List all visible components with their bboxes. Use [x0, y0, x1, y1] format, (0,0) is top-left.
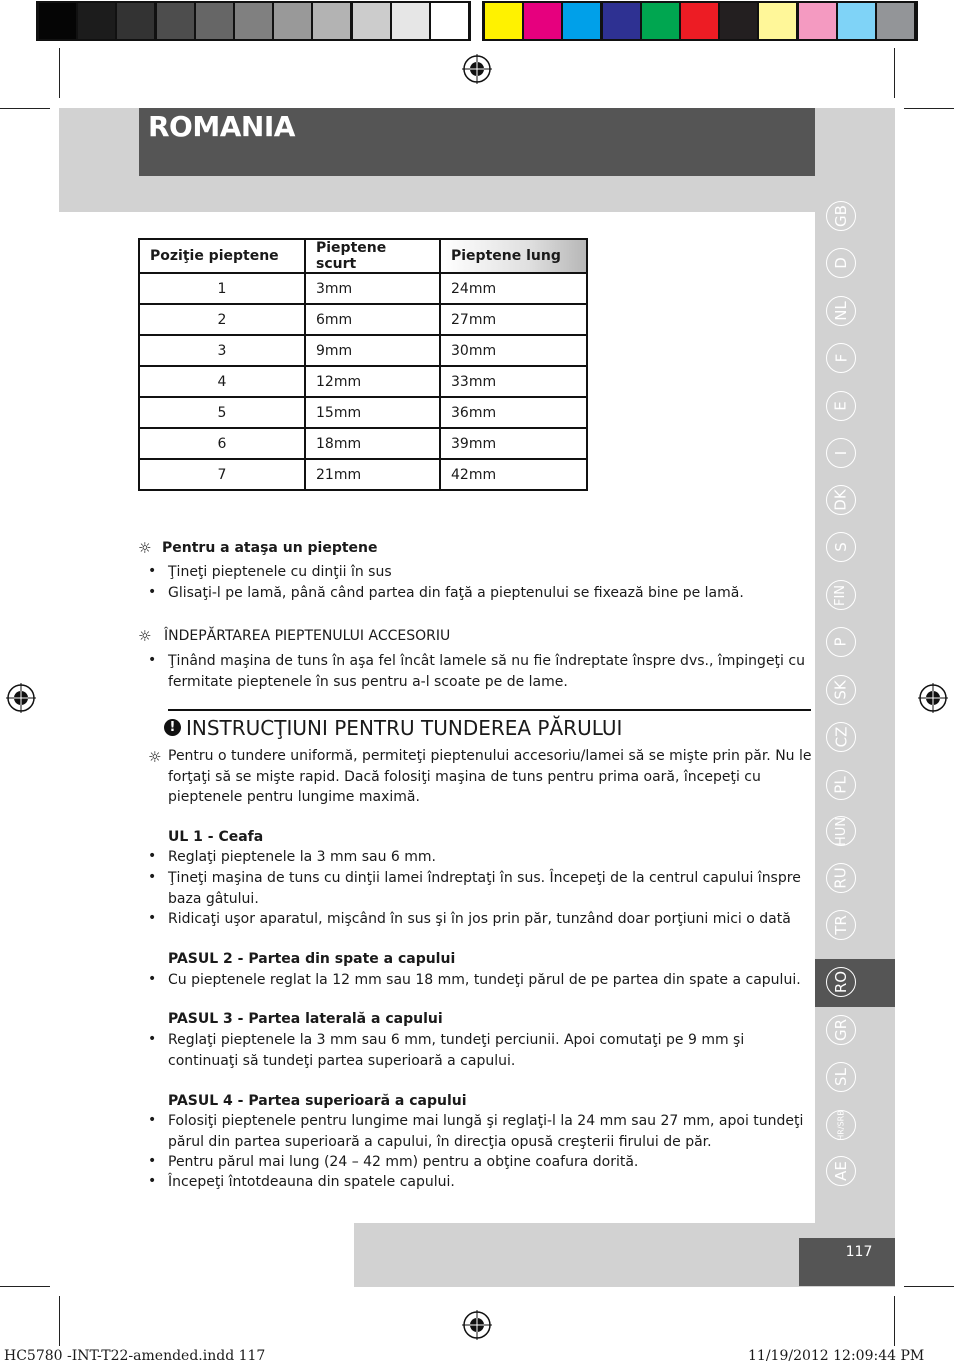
- table-cell: 1: [139, 273, 305, 304]
- tab-cz[interactable]: [826, 722, 856, 752]
- tab-label: S: [832, 542, 850, 552]
- tab-fin[interactable]: [826, 580, 856, 610]
- bullet-icon: •: [148, 1112, 157, 1128]
- tab-pl[interactable]: [826, 770, 856, 800]
- sun-icon: ☼: [148, 748, 162, 766]
- table-row: [139, 335, 587, 366]
- tab-label: NL: [831, 301, 850, 321]
- color-swatch: [877, 3, 914, 39]
- color-swatch: [642, 3, 679, 39]
- bullet-icon: •: [148, 652, 157, 668]
- list-item: Glisaţi-l pe lamă, până când partea din faţă a pieptenului se fixează bine pe lamă.: [168, 585, 744, 601]
- table-header-cell: Poziţie pieptene: [139, 239, 305, 273]
- tab-label: I: [832, 450, 850, 456]
- tab-sk[interactable]: [826, 675, 856, 705]
- tab-hr-srb[interactable]: [826, 1110, 856, 1140]
- registration-mark-icon: [6, 683, 36, 713]
- tab-ro[interactable]: [826, 967, 856, 997]
- table-cell: 12mm: [305, 366, 440, 397]
- tab-d[interactable]: [826, 248, 856, 278]
- table-cell: 6: [139, 428, 305, 459]
- crop-mark: [904, 1286, 954, 1287]
- tab-label: AE: [832, 1161, 850, 1181]
- color-swatch: [799, 3, 836, 39]
- tab-e[interactable]: [826, 391, 856, 421]
- table-cell: 36mm: [440, 397, 587, 428]
- tab-tr[interactable]: [826, 910, 856, 940]
- table-row: [139, 273, 587, 304]
- table-header-row: [139, 239, 587, 273]
- tab-dk[interactable]: [826, 485, 856, 515]
- crop-mark: [894, 1296, 895, 1346]
- bullet-icon: •: [148, 1031, 157, 1047]
- table-cell: 30mm: [440, 335, 587, 366]
- tab-nl[interactable]: [826, 296, 856, 326]
- table-row: [139, 304, 587, 335]
- table-row: [139, 366, 587, 397]
- list-item: Pentru părul mai lung (24 – 42 mm) pentru a obţine coafura dorită.: [168, 1154, 639, 1170]
- tab-s[interactable]: [826, 532, 856, 562]
- comb-length-table: [138, 238, 588, 491]
- color-swatch: [353, 3, 390, 39]
- tab-ru[interactable]: [826, 863, 856, 893]
- bullet-icon: •: [148, 1153, 157, 1169]
- table-cell: 9mm: [305, 335, 440, 366]
- table-cell: 6mm: [305, 304, 440, 335]
- tab-label: RO: [831, 970, 850, 994]
- tab-label: HR/SRB: [836, 1109, 846, 1141]
- color-swatch: [563, 3, 600, 39]
- intro-paragraph: Pentru o tundere uniformă, permiteţi pieptenului accesoriu/lamei să se mişte prin păr. Nu le forţaţi să se mişte rapid. Dacă folosiţi maşina de tuns pentru prima oară, începeţi cu pieptenele pentru lungime maximă.: [168, 748, 812, 805]
- sun-icon: ☼: [138, 627, 152, 645]
- list-item: Ridicaţi uşor aparatul, mişcând în sus şi în jos prin păr, tunzând doar porţiuni mici o dată: [168, 911, 791, 927]
- color-swatch: [681, 3, 718, 39]
- bullet-icon: •: [148, 584, 157, 600]
- color-swatch: [157, 3, 194, 39]
- tab-label: E: [831, 401, 850, 411]
- registration-mark-icon: [462, 54, 492, 84]
- list-item: Ţineţi maşina de tuns cu dinţii lamei îndreptaţi în sus. Începeţi de la centrul capului înspre baza gâtului.: [168, 870, 801, 907]
- registration-mark-icon: [462, 1310, 492, 1340]
- tab-ae[interactable]: [826, 1156, 856, 1186]
- tab-p[interactable]: [826, 627, 856, 657]
- crop-mark: [0, 1286, 50, 1287]
- section-title: INSTRUCŢIUNI PENTRU TUNDEREA PĂRULUI: [186, 716, 623, 740]
- table-row: [139, 459, 587, 490]
- crop-mark: [0, 108, 50, 109]
- color-swatch: [313, 3, 350, 39]
- step-title: PASUL 4 - Partea superioară a capului: [168, 1093, 467, 1109]
- bullet-icon: •: [148, 563, 157, 579]
- tab-f[interactable]: [826, 343, 856, 373]
- list-item: Începeţi întotdeauna din spatele capului.: [168, 1174, 455, 1190]
- tab-label: GB: [831, 205, 850, 227]
- list-item: Ţineţi pieptenele cu dinţii în sus: [168, 564, 392, 580]
- table-cell: 39mm: [440, 428, 587, 459]
- tab-label: CZ: [832, 726, 850, 748]
- step-title: PASUL 3 - Partea laterală a capului: [168, 1011, 443, 1027]
- tab-label: RU: [832, 867, 850, 889]
- page-title: ROMANIA: [148, 110, 295, 143]
- tab-gr[interactable]: [826, 1015, 856, 1045]
- color-swatch: [392, 3, 429, 39]
- warning-icon: !: [164, 719, 181, 736]
- bullet-icon: •: [148, 848, 157, 864]
- list-item: Ţinând maşina de tuns în aşa fel încât lamele să nu fie îndreptate înspre dvs., împingeţi cu fermitate pieptenele în sus pentru a-l scoate pe de lame.: [168, 653, 805, 690]
- table-cell: 3: [139, 335, 305, 366]
- tab-label: P: [831, 637, 850, 647]
- table-cell: 27mm: [440, 304, 587, 335]
- step-title: PASUL 2 - Partea din spate a capului: [168, 951, 456, 967]
- footer-file-info: HC5780 -INT-T22-amended.indd 117: [4, 1348, 266, 1364]
- sun-icon: ☼: [138, 539, 152, 557]
- crop-mark: [894, 48, 895, 98]
- bullet-icon: •: [148, 910, 157, 926]
- tab-label: GR: [831, 1018, 850, 1042]
- table-cell: 24mm: [440, 273, 587, 304]
- color-swatch: [39, 3, 76, 39]
- color-swatch: [524, 3, 561, 39]
- color-swatch: [603, 3, 640, 39]
- bullet-icon: •: [148, 869, 157, 885]
- table-cell: 4: [139, 366, 305, 397]
- attach-heading: Pentru a ataşa un pieptene: [162, 540, 378, 556]
- tab-sl[interactable]: [826, 1062, 856, 1092]
- crop-mark: [59, 48, 60, 98]
- table-cell: 42mm: [440, 459, 587, 490]
- tab-label: TR: [832, 915, 850, 935]
- tab-label: SK: [831, 680, 850, 700]
- table-cell: 7: [139, 459, 305, 490]
- color-swatch: [431, 3, 468, 39]
- tab-label: SL: [831, 1068, 850, 1086]
- registration-mark-icon: [918, 683, 948, 713]
- bullet-icon: •: [148, 1173, 157, 1189]
- color-swatch: [196, 3, 233, 39]
- color-swatch: [485, 3, 522, 39]
- color-swatch: [235, 3, 272, 39]
- tab-gb[interactable]: [826, 201, 856, 231]
- table-cell: 3mm: [305, 273, 440, 304]
- table-row: [139, 397, 587, 428]
- page-number: 117: [845, 1244, 873, 1260]
- list-item: Folosiţi pieptenele pentru lungime mai lungă şi reglaţi-l la 24 mm sau 27 mm, apoi tundeţi părul din partea superioară a capului, în direcţia opusă creşterii firului de păr.: [168, 1113, 804, 1150]
- table-header-cell: Pieptene scurt: [305, 239, 440, 273]
- table-row: [139, 428, 587, 459]
- remove-heading: ÎNDEPĂRTAREA PIEPTENULUI ACCESORIU: [164, 628, 451, 644]
- table-cell: 33mm: [440, 366, 587, 397]
- table-cell: 15mm: [305, 397, 440, 428]
- tab-label: HUN: [833, 816, 849, 846]
- tab-label: PL: [832, 776, 850, 794]
- footer-timestamp: 11/19/2012 12:09:44 PM: [748, 1348, 925, 1364]
- table-cell: 18mm: [305, 428, 440, 459]
- table-cell: 5: [139, 397, 305, 428]
- color-swatch: [274, 3, 311, 39]
- list-item: Reglaţi pieptenele la 3 mm sau 6 mm.: [168, 849, 436, 865]
- color-swatch: [117, 3, 154, 39]
- list-item: Reglaţi pieptenele la 3 mm sau 6 mm, tundeţi perciunii. Apoi comutaţi pe 9 mm şi continuaţi să tundeţi partea superioară a capului.: [168, 1032, 745, 1069]
- tab-label: FIN: [833, 584, 849, 606]
- bullet-icon: •: [148, 971, 157, 987]
- table-cell: 21mm: [305, 459, 440, 490]
- tab-label: F: [831, 353, 850, 363]
- tab-hun[interactable]: [826, 816, 856, 846]
- tab-label: D: [832, 257, 850, 269]
- crop-mark: [904, 108, 954, 109]
- tab-i[interactable]: [826, 438, 856, 468]
- section-divider: [168, 709, 811, 711]
- list-item: Cu pieptenele reglat la 12 mm sau 18 mm, tundeţi părul de pe partea din spate a capului.: [168, 972, 801, 988]
- color-swatch: [759, 3, 796, 39]
- crop-mark: [59, 1296, 60, 1346]
- color-swatch: [78, 3, 115, 39]
- table-header-cell: Pieptene lung: [440, 239, 587, 273]
- table-cell: 2: [139, 304, 305, 335]
- color-swatch: [720, 3, 757, 39]
- step-title: UL 1 - Ceafa: [168, 829, 264, 845]
- tab-label: DK: [831, 489, 850, 511]
- color-swatch: [838, 3, 875, 39]
